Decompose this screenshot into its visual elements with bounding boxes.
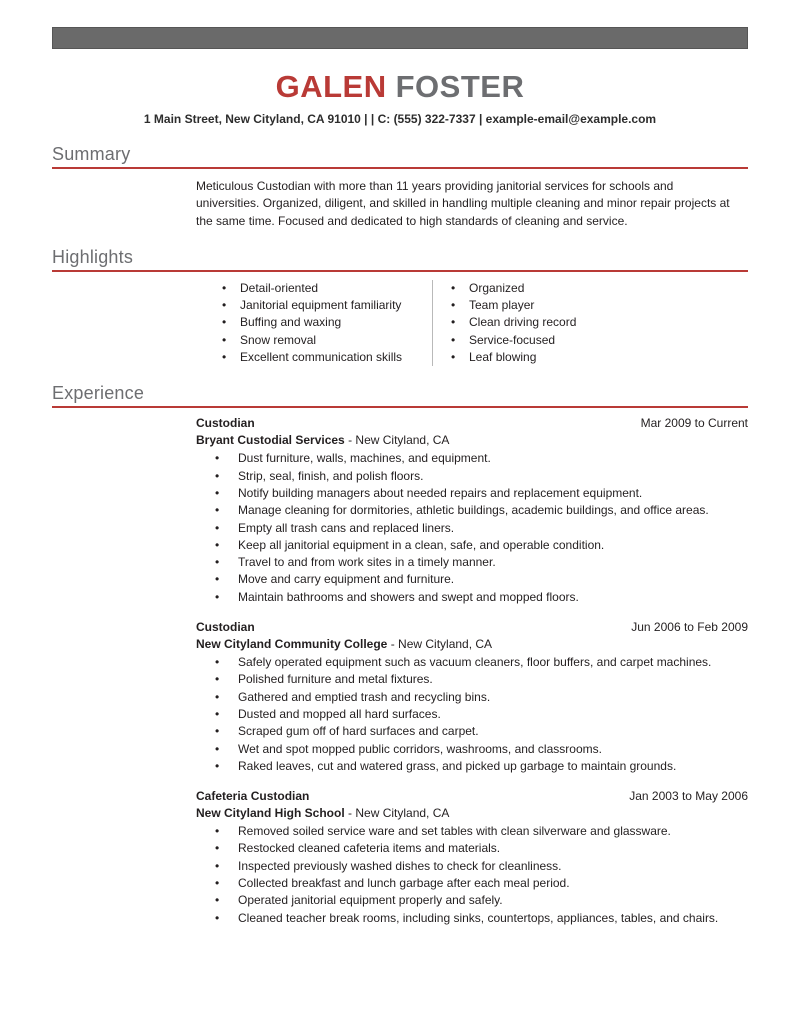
job-dates: Mar 2009 to Current: [640, 416, 748, 431]
job-bullet-text: Move and carry equipment and furniture.: [238, 572, 455, 587]
job-bullet-item: [215, 875, 748, 892]
bullet-dot-icon: •: [451, 298, 456, 313]
job-bullet-item: [215, 723, 748, 740]
job-bullet-text: Gathered and emptied trash and recycling bins.: [238, 689, 491, 704]
bullet-dot-icon: •: [215, 485, 220, 500]
highlight-item: [451, 332, 576, 349]
highlight-item: [451, 349, 576, 366]
bullet-dot-icon: •: [215, 741, 220, 756]
bullet-dot-icon: •: [222, 280, 227, 295]
job-bullet-text: Maintain bathrooms and showers and swept and mopped floors.: [238, 589, 579, 604]
bullet-dot-icon: •: [222, 315, 227, 330]
job-title: Custodian: [196, 416, 255, 431]
job-bullet-item: [215, 554, 748, 571]
job-entry-2: [196, 619, 748, 775]
bullet-dot-icon: •: [215, 841, 220, 856]
job-bullet-item: [215, 502, 748, 519]
job-bullet-item: [215, 520, 748, 537]
bullet-dot-icon: •: [215, 572, 220, 587]
job-bullet-text: Restocked cleaned cafeteria items and materials.: [238, 841, 501, 856]
job-company-line: [196, 432, 748, 449]
job-bullet-item: [215, 671, 748, 688]
highlight-text: Clean driving record: [469, 315, 577, 330]
job-bullet-text: Wet and spot mopped public corridors, washrooms, and classrooms.: [238, 741, 602, 756]
bullet-dot-icon: •: [222, 350, 227, 365]
bullet-dot-icon: •: [215, 520, 220, 535]
job-bullet-item: [215, 654, 748, 671]
job-bullet-item: [215, 858, 748, 875]
highlight-text: Service-focused: [469, 332, 556, 347]
bullet-dot-icon: •: [222, 332, 227, 347]
job-entry-1: [196, 415, 748, 606]
job-bullet-text: Notify building managers about needed repairs and replacement equipment.: [238, 485, 643, 500]
job-bullet-text: Strip, seal, finish, and polish floors.: [238, 468, 424, 483]
job-bullet-text: Inspected previously washed dishes to check for cleanliness.: [238, 858, 562, 873]
job-bullet-list: [196, 823, 748, 927]
bullet-dot-icon: •: [215, 858, 220, 873]
bullet-dot-icon: •: [215, 655, 220, 670]
highlight-item: [451, 314, 576, 331]
candidate-name: [52, 70, 748, 104]
contact-line: 1 Main Street, New Cityland, CA 91010 | | C: (555) 322-7337 | example-email@example.com: [143, 112, 657, 126]
job-bullet-text: Empty all trash cans and replaced liners.: [238, 520, 455, 535]
job-bullet-list: [196, 450, 748, 606]
bullet-dot-icon: •: [215, 672, 220, 687]
job-bullet-item: [215, 840, 748, 857]
bullet-dot-icon: •: [215, 910, 220, 925]
job-bullet-text: Safely operated equipment such as vacuum cleaners, floor buffers, and carpet machines.: [238, 655, 712, 670]
bullet-dot-icon: •: [215, 468, 220, 483]
job-location: - New Cityland, CA: [348, 806, 450, 821]
company-name: New Cityland Community College: [196, 637, 388, 652]
bullet-dot-icon: •: [215, 503, 220, 518]
job-location: - New Cityland, CA: [390, 637, 493, 652]
highlights-section-header: [52, 247, 748, 272]
bullet-dot-icon: •: [215, 876, 220, 891]
highlight-item: [222, 349, 432, 366]
summary-section-header: [52, 144, 748, 169]
bullet-dot-icon: •: [215, 689, 220, 704]
bullet-dot-icon: •: [215, 537, 220, 552]
job-bullet-item: [215, 741, 748, 758]
job-bullet-item: [215, 450, 748, 467]
summary-paragraph: Meticulous Custodian with more than 11 years providing janitorial services for schools and universities. Organized, diligent, and skilled in handling multiple cleaning and minor repair projects at the same time. Focused and dedicated to high standards of cleaning and service.: [196, 179, 730, 228]
highlights-columns: [52, 280, 748, 366]
job-bullet-text: Collected breakfast and lunch garbage after each meal period.: [238, 876, 570, 891]
job-bullet-text: Polished furniture and metal fixtures.: [238, 672, 433, 687]
job-bullet-text: Operated janitorial equipment properly and safely.: [238, 893, 503, 908]
job-bullet-item: [215, 892, 748, 909]
highlight-text: Janitorial equipment familiarity: [240, 298, 402, 313]
job-title: Cafeteria Custodian: [196, 789, 310, 804]
bullet-dot-icon: •: [215, 824, 220, 839]
highlight-item: [222, 280, 432, 297]
job-bullet-list: [196, 654, 748, 775]
job-bullet-text: Manage cleaning for dormitories, athletic buildings, academic buildings, and office areas.: [238, 503, 709, 518]
bullet-dot-icon: •: [451, 315, 456, 330]
bullet-dot-icon: •: [215, 555, 220, 570]
bullet-dot-icon: •: [215, 893, 220, 908]
job-bullet-text: Keep all janitorial equipment in a clean, safe, and operable condition.: [238, 537, 605, 552]
highlight-item: [222, 332, 432, 349]
bullet-dot-icon: •: [451, 280, 456, 295]
highlight-item: [222, 314, 432, 331]
job-bullet-text: Travel to and from work sites in a timely manner.: [238, 555, 496, 570]
experience-section-header: [52, 383, 748, 408]
bullet-dot-icon: •: [451, 332, 456, 347]
highlights-right-list: [433, 280, 576, 366]
company-name: New Cityland High School: [196, 806, 345, 821]
highlight-text: Excellent communication skills: [240, 350, 403, 365]
highlight-item: [451, 280, 576, 297]
bullet-dot-icon: •: [222, 298, 227, 313]
bullet-dot-icon: •: [215, 724, 220, 739]
bullet-dot-icon: •: [215, 758, 220, 773]
job-bullet-text: Dusted and mopped all hard surfaces.: [238, 706, 441, 721]
highlight-text: Buffing and waxing: [240, 315, 342, 330]
highlight-item: [222, 297, 432, 314]
job-bullet-item: [215, 485, 748, 502]
job-bullet-item: [215, 910, 748, 927]
job-bullet-text: Removed soiled service ware and set tables with clean silverware and glassware.: [238, 824, 671, 839]
bullet-dot-icon: •: [215, 451, 220, 466]
job-dates: Jan 2003 to May 2006: [629, 789, 748, 804]
candidate-first-name: GALEN: [275, 69, 387, 104]
job-header: [196, 415, 748, 432]
job-bullet-text: Raked leaves, cut and watered grass, and picked up garbage to maintain grounds.: [238, 758, 677, 773]
job-company-line: [196, 636, 748, 653]
job-bullet-text: Scraped gum off of hard surfaces and carpet.: [238, 724, 479, 739]
job-bullet-text: Dust furniture, walls, machines, and equipment.: [238, 451, 491, 466]
highlight-text: Snow removal: [240, 332, 317, 347]
job-entry-3: [196, 788, 748, 927]
experience-heading: Experience: [52, 383, 145, 404]
job-bullet-item: [215, 589, 748, 606]
highlight-text: Leaf blowing: [469, 350, 537, 365]
highlights-heading: Highlights: [52, 246, 134, 267]
summary-heading: Summary: [52, 144, 131, 164]
job-header: [196, 788, 748, 805]
job-bullet-item: [215, 758, 748, 775]
job-bullet-item: [215, 571, 748, 588]
job-bullet-item: [215, 823, 748, 840]
highlight-text: Team player: [469, 298, 535, 313]
bullet-dot-icon: •: [215, 589, 220, 604]
job-location: - New Cityland, CA: [348, 433, 450, 448]
highlight-text: Detail-oriented: [240, 280, 319, 295]
highlight-item: [451, 297, 576, 314]
bullet-dot-icon: •: [215, 706, 220, 721]
job-title: Custodian: [196, 620, 255, 635]
job-bullet-text: Cleaned teacher break rooms, including sinks, countertops, appliances, tables, and chairs.: [238, 910, 719, 925]
job-bullet-item: [215, 706, 748, 723]
job-company-line: [196, 805, 748, 822]
job-bullet-item: [215, 689, 748, 706]
highlights-left-list: [222, 280, 433, 366]
job-header: [196, 619, 748, 636]
company-name: Bryant Custodial Services: [196, 433, 345, 448]
job-dates: Jun 2006 to Feb 2009: [631, 620, 748, 635]
bullet-dot-icon: •: [451, 350, 456, 365]
header-bar: [52, 27, 748, 49]
highlight-text: Organized: [469, 280, 525, 295]
job-bullet-item: [215, 537, 748, 554]
job-bullet-item: [215, 468, 748, 485]
candidate-last-name: FOSTER: [395, 69, 525, 104]
